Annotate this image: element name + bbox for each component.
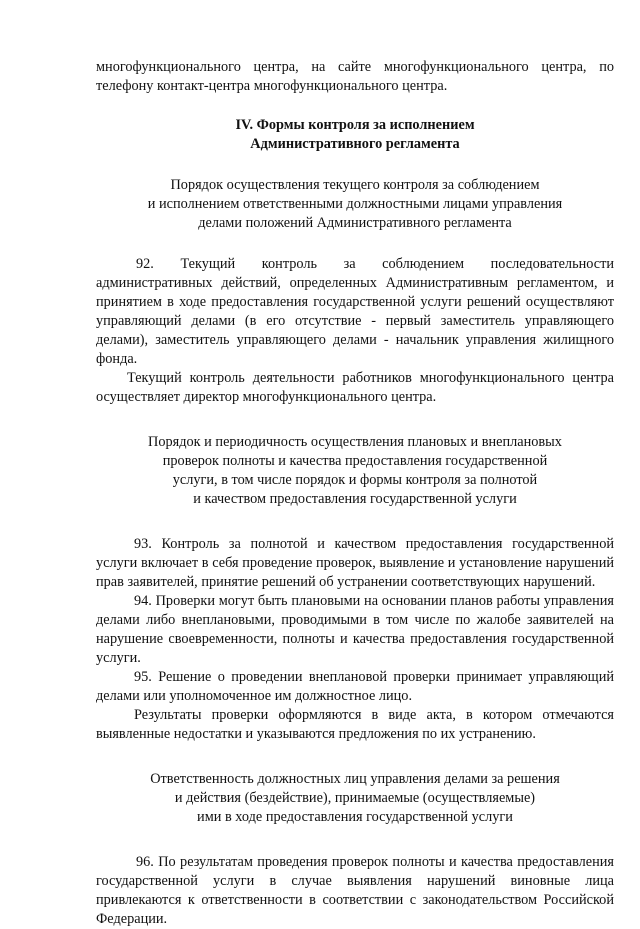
subheading-inspections [96, 433, 614, 509]
paragraph-93: 93. Контроль за полнотой и качеством предоставления государственной услуги включает в себя проведение проверок, выявление и установление нарушений прав заявителей, принятие решений об устранении соответствующих нарушений. [96, 536, 614, 590]
subheading-responsibility-line-1: Ответственность должностных лиц управления делами за решения [150, 771, 560, 787]
subheading-inspections-line-3: услуги, в том числе порядок и формы контроля за полнотой [172, 472, 538, 488]
subheading-current-control-line-3: делами положений Административного регламента [198, 215, 512, 231]
subheading-inspections-line-2: проверок полноты и качества предоставления государственной [162, 453, 548, 469]
subheading-inspections-line-4: и качеством предоставления государственной услуги [193, 491, 517, 507]
intro-paragraph: многофункционального центра, на сайте многофункционального центра, по телефону контакт-центра многофункционального центра. [96, 59, 614, 94]
subheading-responsibility [96, 770, 614, 827]
paragraph-94: 94. Проверки могут быть плановыми на основании планов работы управления делами либо внеплановыми, проводимыми в том числе по жалобе заявителей на нарушение своевременности, полноты и качества предоставления государственной услуги. [96, 593, 614, 666]
subheading-current-control-line-1: Порядок осуществления текущего контроля за соблюдением [170, 177, 540, 193]
paragraph-95-continued: Результаты проверки оформляются в виде акта, в котором отмечаются выявленные недостатки и указываются предложения по их устранению. [96, 707, 614, 742]
paragraph-95: 95. Решение о проведении внеплановой проверки принимает управляющий делами или уполномоченное им должностное лицо. [96, 669, 614, 704]
subheading-current-control-line-2: и исполнением ответственными должностными лицами управления [147, 196, 563, 212]
subheading-responsibility-line-2: и действия (бездействие), принимаемые (осуществляемые) [174, 790, 536, 806]
paragraph-92-continued: Текущий контроль деятельности работников многофункционального центра осуществляет директор многофункционального центра. [96, 370, 614, 405]
document-page [96, 58, 614, 929]
subheading-inspections-line-1: Порядок и периодичность осуществления плановых и внеплановых [148, 434, 562, 450]
section-heading [96, 116, 614, 154]
subheading-responsibility-line-3: ими в ходе предоставления государственной услуги [197, 809, 513, 825]
section-heading-line-1: IV. Формы контроля за исполнением [235, 117, 475, 133]
section-heading-line-2: Административного регламента [250, 136, 460, 152]
subheading-current-control [96, 176, 614, 233]
paragraph-96: 96. По результатам проведения проверок полноты и качества предоставления государственной услуги в случае выявления нарушений виновные лица привлекаются к ответственности в соответствии с законодательством Российской Федерации. [96, 854, 614, 927]
paragraph-92: 92. Текущий контроль за соблюдением последовательности административных действий, определенных Административным регламентом, и принятием в ходе предоставления государственной услуги решений осуществляют управляющий делами (в его отсутствие - первый заместитель управляющего делами), заместитель управляющего делами - начальник управления жилищного фонда. [96, 256, 614, 367]
